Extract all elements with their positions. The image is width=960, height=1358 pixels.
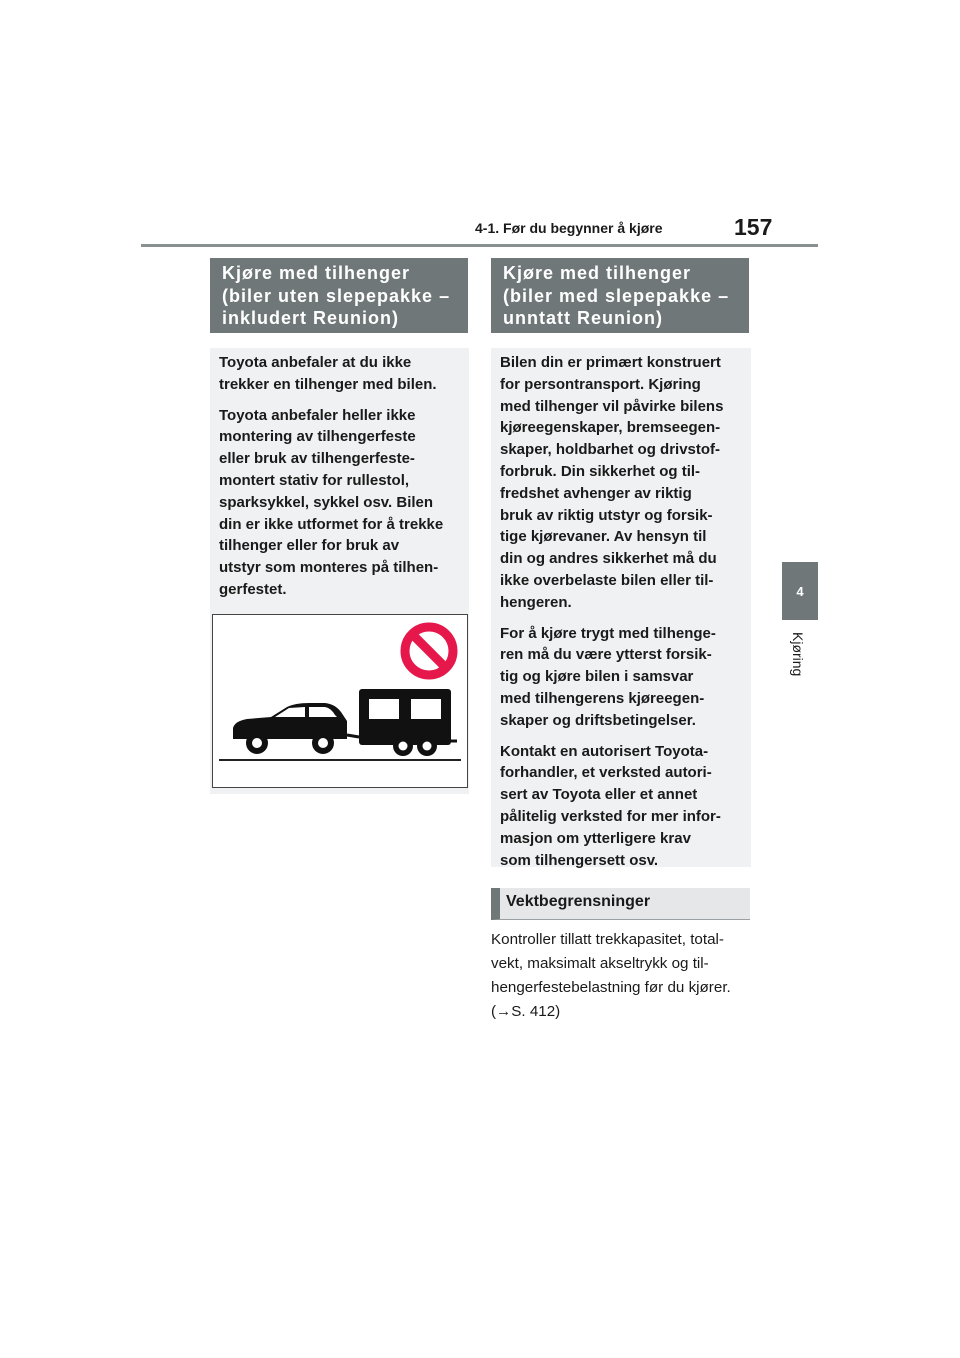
- text-line: Kontroller tillatt trekkapasitet, total-: [491, 931, 724, 948]
- caution-paragraph: [219, 405, 459, 601]
- caution-paragraph: [500, 352, 741, 614]
- towing-prohibited-illustration: [212, 614, 468, 788]
- text-line: gerfestet.: [219, 580, 287, 598]
- text-line: hengerfestebelastning før du kjører.: [491, 979, 731, 996]
- text-line: din er ikke utformet for å trekke: [219, 515, 444, 533]
- header-rule: [141, 244, 818, 247]
- text-line: vekt, maksimalt akseltrykk og til-: [491, 955, 709, 972]
- text-line: ikke overbelaste bilen eller til-: [500, 571, 714, 589]
- section-title: 4-1. Før du begynner å kjøre: [475, 220, 663, 236]
- text-line: som tilhengersett osv.: [500, 851, 659, 869]
- text-line: tige kjørevaner. Av hensyn til: [500, 528, 707, 546]
- text-line: for persontransport. Kjøring: [500, 375, 701, 393]
- left-heading-line: (biler uten slepepakke –: [222, 285, 451, 306]
- text-line: ren må du være ytterst forsik-: [500, 646, 712, 664]
- text-line: Bilen din er primært konstruert: [500, 354, 721, 371]
- left-heading-line: inkludert Reunion): [222, 308, 399, 328]
- chapter-label: Kjøring: [790, 632, 806, 677]
- text-line: For å kjøre trygt med tilhenge-: [500, 624, 716, 642]
- text-line: Toyota anbefaler heller ikke: [219, 406, 416, 424]
- text-line: skaper og driftsbetingelser.: [500, 711, 696, 729]
- text-line: tilhenger eller for bruk av: [219, 537, 400, 555]
- text-line: tig og kjøre bilen i samsvar: [500, 668, 694, 686]
- text-line: utstyr som monteres på tilhen-: [219, 559, 439, 577]
- left-heading: [210, 258, 468, 333]
- chapter-tab: 4: [782, 562, 818, 620]
- caution-paragraph: [500, 623, 741, 732]
- text-line: med tilhengerens kjøreegen-: [500, 689, 705, 707]
- caution-paragraph: [219, 352, 459, 396]
- text-line: sert av Toyota eller et annet: [500, 786, 698, 804]
- text-line: eller bruk av tilhengerfeste-: [219, 450, 415, 468]
- text-line: bruk av riktig utstyr og forsik-: [500, 506, 713, 524]
- text-line: masjon om ytterligere krav: [500, 829, 691, 847]
- left-heading-line: Kjøre med tilhenger: [222, 263, 411, 283]
- weight-limits-text: [491, 928, 753, 1024]
- right-heading-line: Kjøre med tilhenger: [503, 263, 692, 283]
- body-paragraph: [491, 928, 753, 1024]
- page-number: 157: [734, 214, 773, 240]
- right-caution-box: [491, 348, 751, 867]
- right-heading-line: unntatt Reunion): [503, 308, 663, 328]
- text-line: kjøreegenskaper, bremseegen-: [500, 419, 721, 437]
- text-line: fredshet avhenger av riktig: [500, 484, 692, 502]
- text-line: din og andres sikkerhet må du: [500, 550, 717, 568]
- text-line: skaper, holdbarhet og drivstof-: [500, 441, 721, 459]
- text-line: Kontakt en autorisert Toyota-: [500, 742, 709, 760]
- text-line: pålitelig verksted for mer infor-: [500, 807, 721, 825]
- page-reference-link[interactable]: (→S. 412): [491, 1003, 561, 1020]
- text-line: trekker en tilhenger med bilen.: [219, 375, 437, 393]
- text-line: sparksykkel, sykkel osv. Bilen: [219, 493, 434, 511]
- text-line: forhandler, et verksted autori-: [500, 764, 712, 782]
- right-heading-line: (biler med slepepakke –: [503, 285, 730, 306]
- weight-limits-heading: Vektbegrensninger: [491, 888, 750, 920]
- car-towing-caravan-prohibited-icon: [213, 615, 467, 787]
- caution-paragraph: [500, 741, 741, 872]
- text-line: hengeren.: [500, 593, 572, 611]
- text-line: Toyota anbefaler at du ikke: [219, 354, 412, 371]
- text-line: med tilhenger vil påvirke bilens: [500, 397, 724, 415]
- text-line: forbruk. Din sikkerhet og til-: [500, 462, 701, 480]
- right-heading: [491, 258, 749, 333]
- text-line: montert stativ for rullestol,: [219, 471, 410, 489]
- text-line: montering av tilhengerfeste: [219, 428, 416, 446]
